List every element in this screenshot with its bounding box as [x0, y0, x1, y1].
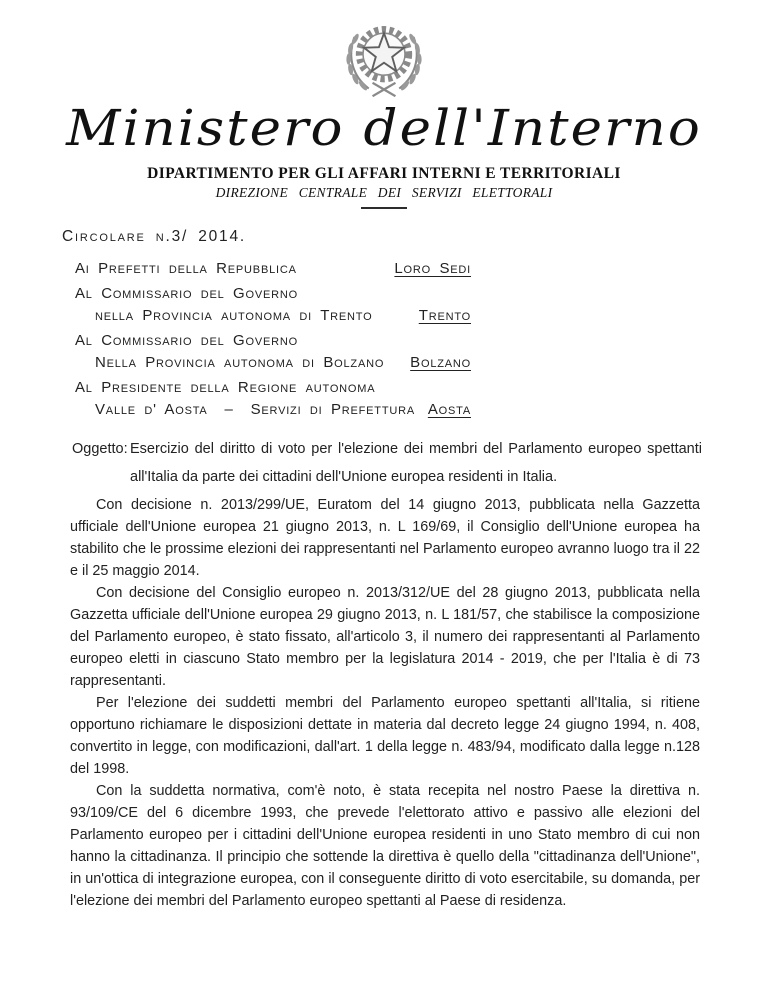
subject-label: Oggetto:	[72, 441, 128, 457]
paragraph-4: Con la suddetta normativa, com'è noto, è stata recepita nel nostro Paese la direttiva n. 93/109/CE del 6 dicembre 1993, che prevede l'elettorato attivo e passivo alle elezioni del Parlamento europeo per i cittadini dell'Unione europea residenti in uno Stato membro di cui non hanno la cittadinanza. Il principio che sottende la direttiva è quello della "cittadinanza dell'Unione", in un'ottica di integrazione europea, con il conseguente diritto di voto esercitabile, su domanda, per l'elezione dei membri del Parlamento europeo spettanti al Paese di residenza.	[70, 783, 700, 909]
department-line: DIPARTIMENTO PER GLI AFFARI INTERNI E TERRITORIALI	[147, 165, 621, 182]
paragraph-3: Per l'elezione dei suddetti membri del Parlamento europeo spettanti all'Italia, si ritiene opportuno richiamare le disposizioni dettate in materia dal decreto legge 24 giugno 1994, n. 408, convertito in legge, con modificazioni, dall'art. 1 della legge n. 483/94, modificato dalla legge n.128 del 1998.	[70, 695, 700, 777]
recipient-destination: Bolzano	[410, 354, 471, 371]
recipient-destination: Aosta	[427, 401, 471, 418]
subject-text: Esercizio del diritto di voto per l'elezione dei membri del Parlamento europeo spettanti all'Italia da parte dei cittadini dell'Unione europea residenti in Italia.	[130, 441, 702, 485]
header-divider	[361, 207, 407, 209]
recipient-line: Al Commissario del Governo	[75, 332, 299, 349]
subject-block	[72, 435, 702, 491]
recipient-line: Al Commissario del Governo	[75, 285, 299, 302]
recipient-line: Valle d' Aosta – Servizi di Prefettura	[95, 401, 415, 418]
direction-line: DIREZIONE CENTRALE DEI SERVIZI ELETTORALI	[215, 185, 553, 200]
paragraph-1: Con decisione n. 2013/299/UE, Euratom del 14 giugno 2013, pubblicata nella Gazzetta ufficiale dell'Unione europea 21 giugno 2013, n. L 169/69, il Consiglio dell'Unione europea ha stabilito che le prossime elezioni dei rappresentanti nel Parlamento europeo avranno luogo tra il 22 e il 25 maggio 2014.	[70, 497, 700, 579]
recipient-line: Nella Provincia autonoma di Bolzano	[95, 354, 385, 371]
recipient-row-trento	[75, 283, 471, 327]
paragraph-2: Con decisione del Consiglio europeo n. 2013/312/UE del 28 giugno 2013, pubblicata nella Gazzetta ufficiale dell'Unione europea 29 giugno 2013, n. L 181/57, che stabilisce la composizione del Parlamento europeo, è stato fissato, all'articolo 3, il numero dei rappresentanti al Parlamento europeo eletti in ciascuno Stato membro per la legislatura 2014 - 2019, che per l'Italia è di 73 rappresentanti.	[70, 585, 700, 689]
recipient-row-bolzano	[75, 330, 471, 374]
recipient-list	[75, 258, 471, 421]
recipient-line: Ai Prefetti della Repubblica	[75, 260, 297, 277]
recipient-line: Al Presidente della Regione autonoma	[75, 379, 376, 396]
ministry-title: Ministero dell'Interno	[66, 99, 702, 157]
recipient-destination: Trento	[418, 307, 471, 324]
recipient-row-aosta	[75, 377, 471, 421]
circular-number: Circolare n.3/ 2014.	[62, 228, 247, 245]
italian-republic-emblem	[336, 16, 432, 100]
body-text	[70, 494, 700, 912]
recipient-line: nella Provincia autonoma di Trento	[95, 307, 373, 324]
recipient-destination: Loro Sedi	[394, 260, 471, 277]
recipient-row-prefetti	[75, 258, 471, 280]
